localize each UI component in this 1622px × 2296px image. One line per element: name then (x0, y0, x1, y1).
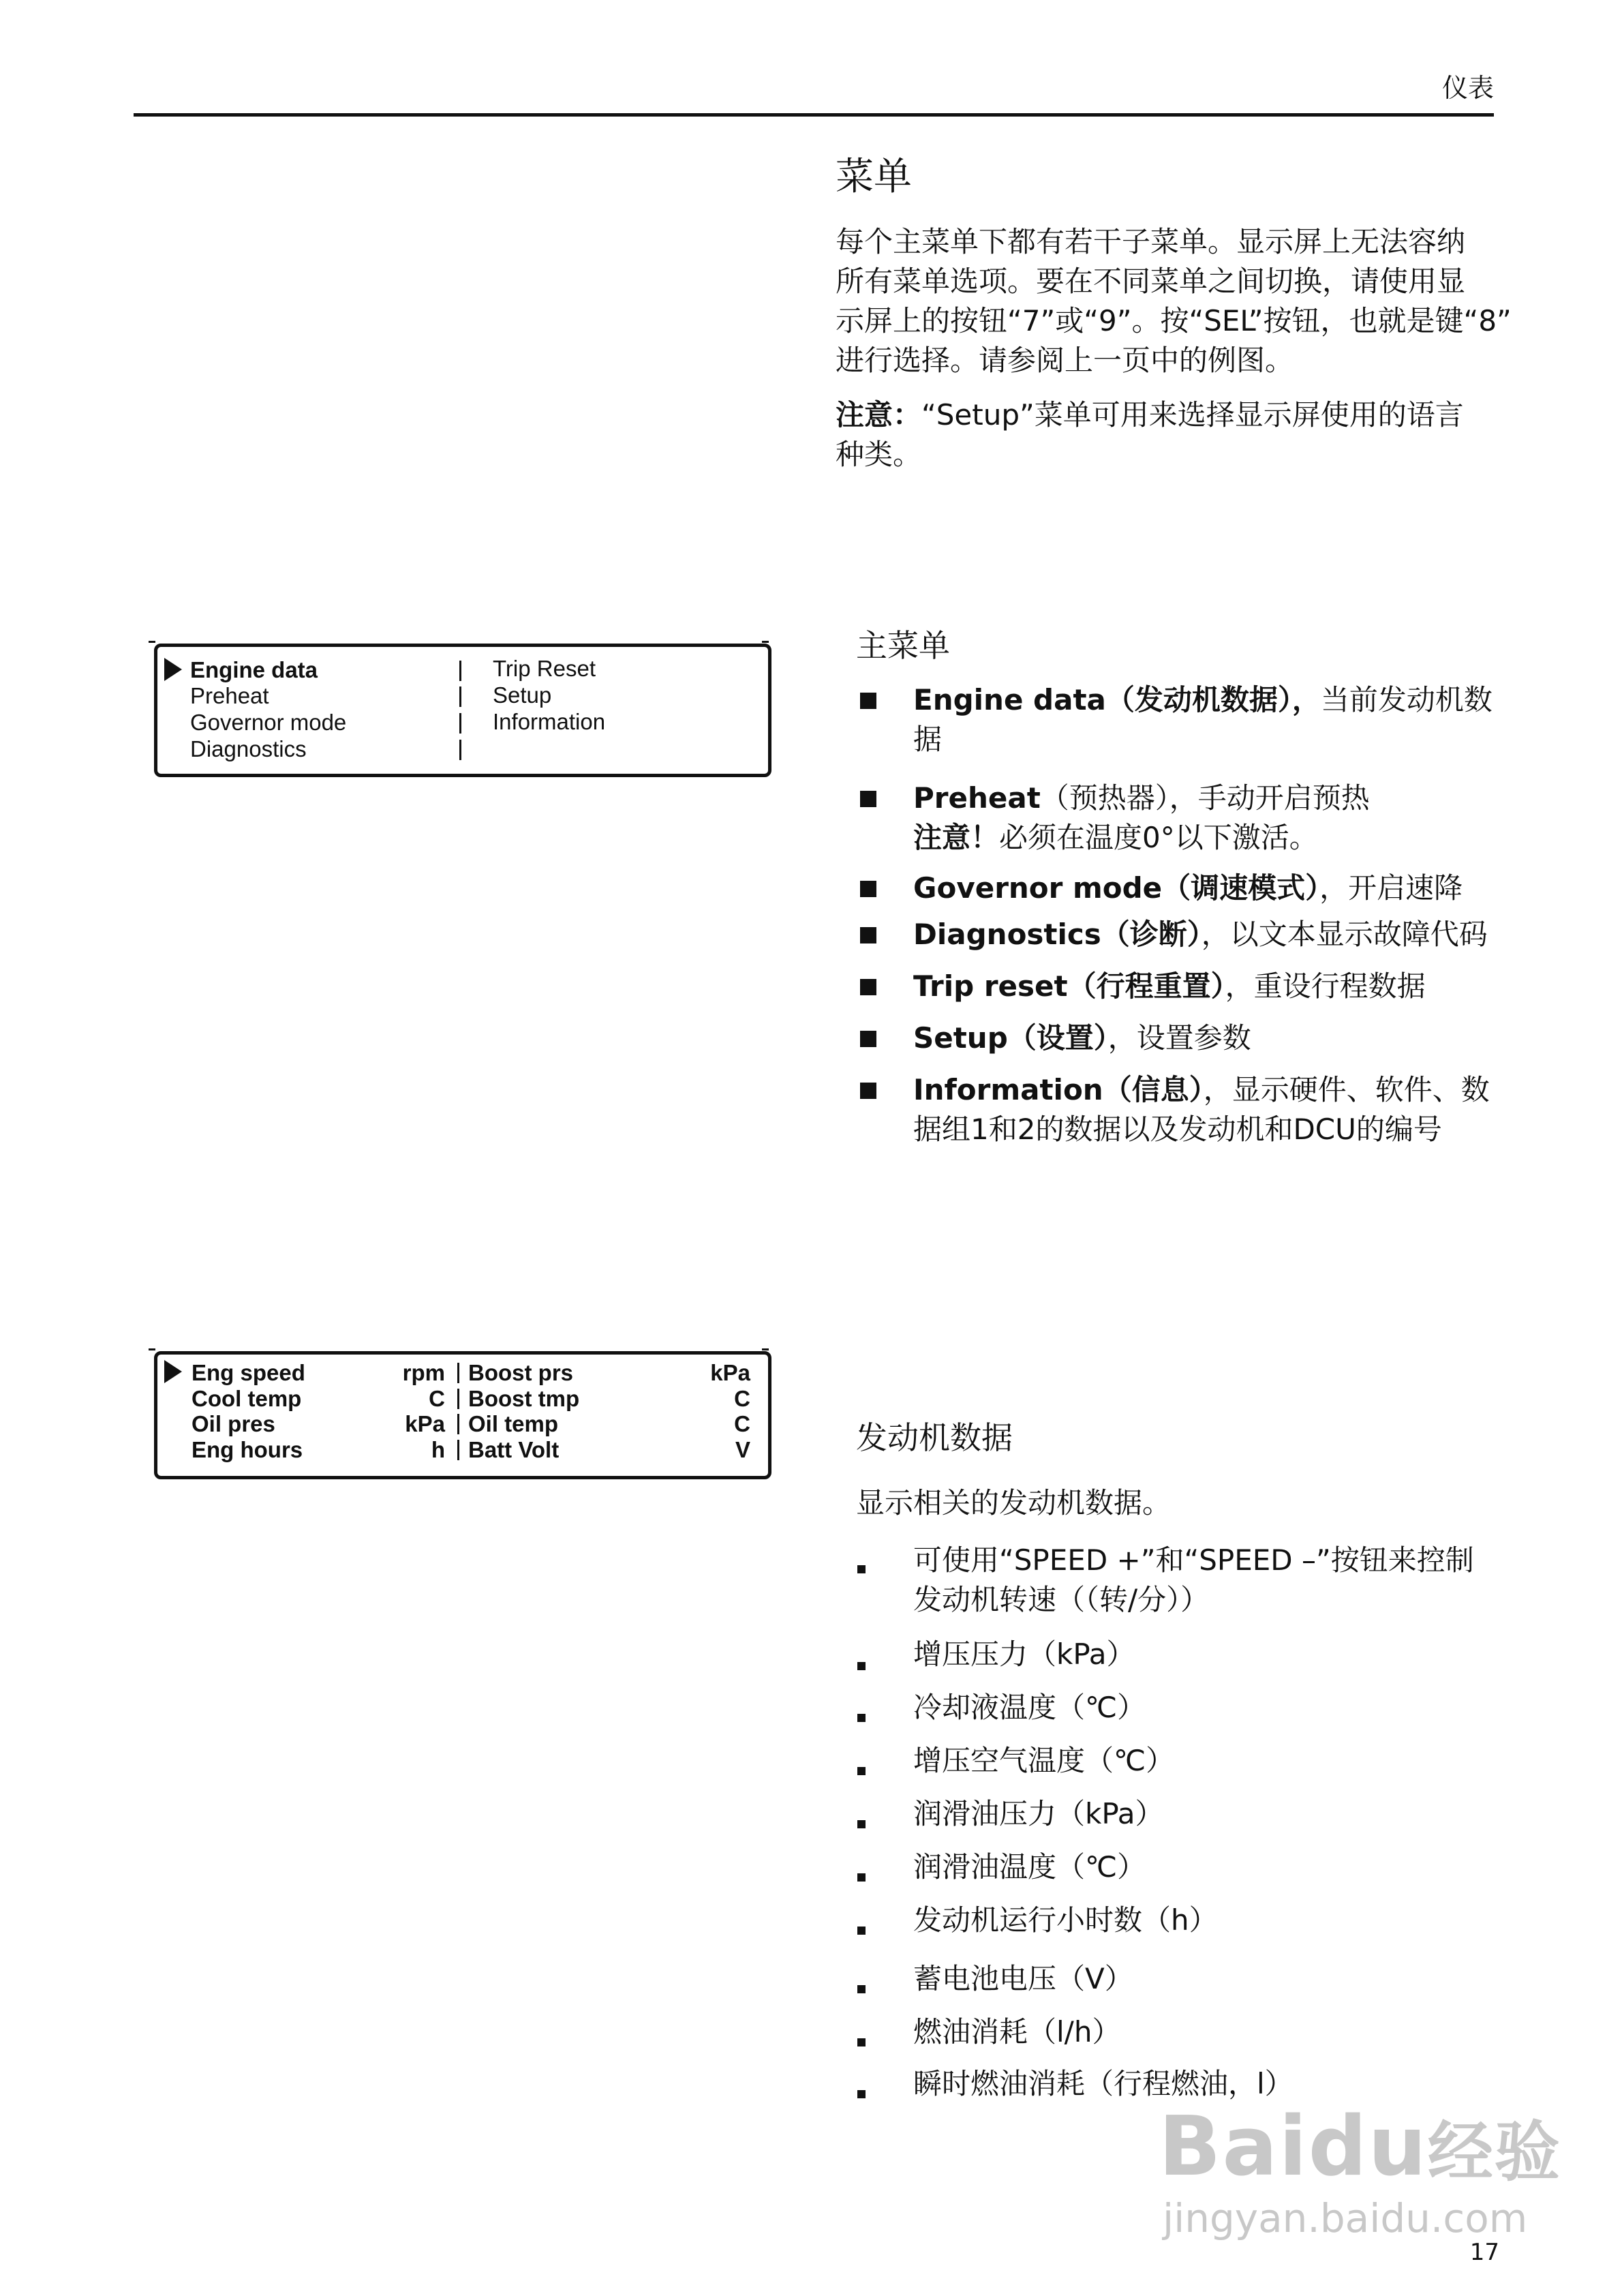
bullet-icon (857, 1714, 866, 1722)
main-menu-item-setup: Setup（设置），设置参数 (913, 1021, 1251, 1055)
display-divider (457, 1414, 459, 1434)
main-menu-item-information: Information（信息），显示硬件、软件、数 据组1和2的数据以及发动机和DCU的编号 (913, 1073, 1490, 1146)
display-item: Engine data (190, 657, 318, 682)
engine-data-display (154, 1351, 771, 1479)
display-item: Diagnostics (190, 736, 307, 761)
bullet-icon (857, 1927, 866, 1935)
display-label: Oil pres (192, 1411, 275, 1436)
display-divider (457, 1440, 459, 1460)
display-item: Preheat (190, 683, 269, 708)
watermark-logo: Baidu经验 (1159, 2100, 1561, 2194)
engine-data-intro: 显示相关的发动机数据。 (856, 1486, 1172, 1520)
bullet-icon (860, 979, 876, 995)
engine-data-item: 可使用“SPEED +”和“SPEED –”按钮来控制 发动机转速（（转/分）） (913, 1543, 1474, 1616)
display-tick (149, 1348, 155, 1350)
bullet-icon (860, 693, 876, 709)
display-unit: h (431, 1437, 445, 1462)
display-divider (459, 713, 461, 734)
display-label: Boost prs (468, 1360, 574, 1385)
main-menu-item-diagnostics: Diagnostics（诊断），以文本显示故障代码 (913, 918, 1488, 951)
bullet-icon (857, 1873, 866, 1882)
watermark-url: jingyan.baidu.com (1163, 2195, 1528, 2241)
main-menu-item-engine-data: Engine data（发动机数据），当前发动机数 据 (913, 683, 1493, 756)
display-tick (762, 1348, 769, 1350)
bullet-icon (857, 1565, 866, 1573)
engine-data-item: 增压压力（kPa） (913, 1637, 1135, 1671)
engine-data-item: 增压空气温度（℃） (913, 1744, 1175, 1777)
display-unit: V (735, 1437, 750, 1462)
bullet-icon (860, 791, 876, 807)
display-item: Trip Reset (493, 656, 596, 681)
header-rule (134, 113, 1494, 117)
display-divider (457, 1389, 459, 1409)
bullet-icon (860, 927, 876, 943)
header-title: 仪表 (1441, 73, 1494, 103)
bullet-icon (857, 1767, 866, 1775)
engine-data-item: 发动机运行小时数（h） (913, 1903, 1218, 1937)
menu-section-paragraph: 每个主菜单下都有若干子菜单。显示屏上无法容纳 所有菜单选项。要在不同菜单之间切换，请使用显 示屏上的按钮“7”或“9”。按“SEL”按钮，也就是键“8” 进行选择。请参阅上一页中的例图。 (836, 225, 1512, 377)
display-label: Boost tmp (468, 1386, 580, 1411)
display-unit: C (734, 1386, 750, 1411)
engine-data-item: 瞬时燃油消耗（行程燃油，l） (913, 2067, 1294, 2100)
main-menu-item-preheat: Preheat（预热器），手动开启预热 注意！必须在温度0°以下激活。 (913, 781, 1370, 854)
selection-arrow-icon (164, 1360, 182, 1383)
engine-data-item: 冷却液温度（℃） (913, 1691, 1146, 1724)
engine-data-item: 润滑油温度（℃） (913, 1850, 1146, 1884)
display-tick (762, 641, 769, 643)
bullet-icon (857, 1820, 866, 1828)
display-item: Information (493, 709, 606, 734)
bullet-icon (860, 881, 876, 897)
display-unit: C (429, 1386, 445, 1411)
engine-data-title: 发动机数据 (856, 1419, 1013, 1456)
display-divider (459, 686, 461, 707)
main-menu-display (154, 644, 771, 777)
engine-data-item: 蓄电池电压（V） (913, 1962, 1133, 1995)
display-label: Cool temp (192, 1386, 302, 1411)
display-item: Governor mode (190, 710, 347, 735)
display-label: Eng hours (192, 1437, 303, 1462)
display-label: Batt Volt (468, 1437, 560, 1462)
display-item: Setup (493, 682, 552, 708)
note-label: 注意： (836, 398, 922, 432)
bullet-icon (857, 2090, 866, 2098)
main-menu-item-trip-reset: Trip reset（行程重置），重设行程数据 (913, 969, 1426, 1003)
display-tick (149, 641, 155, 643)
display-label: Oil temp (468, 1411, 559, 1436)
display-divider (457, 1363, 459, 1383)
main-menu-title: 主菜单 (856, 627, 950, 664)
bullet-icon (857, 1662, 866, 1670)
engine-data-item: 润滑油压力（kPa） (913, 1797, 1164, 1830)
selection-arrow-icon (164, 658, 182, 681)
display-unit: C (734, 1411, 750, 1436)
menu-section-note: 注意：“Setup”菜单可用来选择显示屏使用的语言 种类。 (836, 398, 1464, 471)
page-number: 17 (1469, 2239, 1499, 2266)
display-unit: rpm (402, 1360, 445, 1385)
bullet-icon (860, 1083, 876, 1099)
bullet-icon (860, 1031, 876, 1047)
display-label: Eng speed (192, 1360, 305, 1385)
display-divider (459, 661, 461, 681)
display-unit: kPa (710, 1360, 750, 1385)
engine-data-item: 燃油消耗（l/h） (913, 2015, 1121, 2049)
menu-section-title: 菜单 (836, 155, 912, 199)
main-menu-item-governor-mode: Governor mode（调速模式），开启速降 (913, 871, 1463, 905)
display-unit: kPa (405, 1411, 445, 1436)
display-divider (459, 740, 461, 760)
bullet-icon (857, 2038, 866, 2046)
bullet-icon (857, 1985, 866, 1993)
